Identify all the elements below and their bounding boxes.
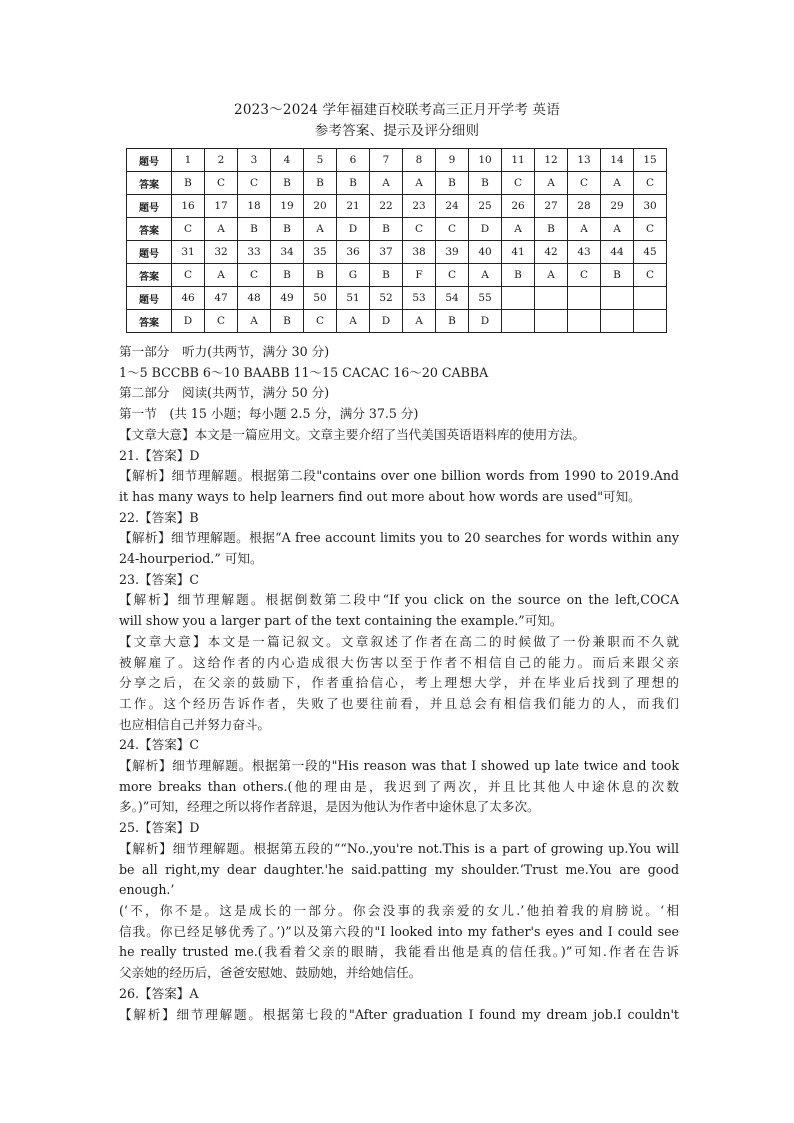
answer-row-label: 答案 [127,310,172,333]
number-cell: 34 [271,241,304,264]
number-cell: 37 [370,241,403,264]
number-row [127,241,667,264]
analysis-line: 【解析】细节理解题。根据第七段的"After graduation I found my dream job.I couldn't [119,1006,679,1022]
number-cell: 33 [238,241,271,264]
number-cell: 50 [304,287,337,310]
answer-cell [535,310,568,333]
analysis-line: 信我。你已经足够优秀了。’)”以及第六段的"I looked into my father's eyes and I could see [119,923,679,939]
answer-cell: B [337,172,370,195]
number-cell: 31 [172,241,205,264]
number-cell: 11 [502,149,535,172]
answer-cell: D [370,310,403,333]
section-heading: 第一部分 听力(共两节，满分 30 分) [119,344,330,359]
summary-line: 【文章大意】本文是一篇应用文。文章主要介绍了当代美国英语语料库的使用方法。 [119,426,585,442]
answer-cell: C [238,172,271,195]
answer-cell: A [502,218,535,241]
number-cell: 14 [601,149,634,172]
answer-cell: C [634,218,667,241]
analysis-line: more breaks than others.(他的理由是，我迟到了两次，并且比其他人中途休息的次数 [119,778,679,794]
answer-cell: B [271,218,304,241]
answer-cell: C [172,264,205,287]
answer-cell: C [634,264,667,287]
answer-row [127,218,667,241]
analysis-line: 【解析】细节理解题。根据第一段的"His reason was that I showed up late twice and took [119,758,679,774]
answer-cell: C [172,218,205,241]
number-cell: 1 [172,149,205,172]
answer-cell: C [502,172,535,195]
number-cell: 32 [205,241,238,264]
answer-cell: B [304,172,337,195]
explanation-text [119,342,679,1025]
answer-cell: A [238,310,271,333]
answer-cell: B [370,264,403,287]
answer-cell [601,310,634,333]
answer-row [127,310,667,333]
answer-cell: A [337,310,370,333]
document-subtitle: 参考答案、提示及评分细则 [314,123,480,139]
analysis-line: 24-hourperiod.” 可知。 [119,551,263,567]
listening-answers: 1～5 BCCBB 6～10 BAABB 11～15 CACAC 16～20 CABBA [119,364,489,380]
number-cell: 53 [403,287,436,310]
number-cell: 23 [403,195,436,218]
answer-cell: A [304,218,337,241]
analysis-line: 【解析】细节理解题。根据“A free account limits you to 20 searches for words within any [119,530,679,546]
answer-cell: C [304,310,337,333]
answer-cell: A [370,172,403,195]
answer-cell: A [205,264,238,287]
number-row [127,195,667,218]
number-cell: 29 [601,195,634,218]
answer-cell: C [436,264,469,287]
analysis-line: it has many ways to help learners find out more about how words are used"可知。 [119,488,641,504]
number-cell [568,287,601,310]
answer-cell: C [403,218,436,241]
summary-line: 分享之后，在父亲的鼓励下，作者重拾信心，考上理想大学，并在毕业后找到了理想的 [119,675,679,691]
number-cell: 2 [205,149,238,172]
analysis-line: be all right,my dear daughter.'he said.patting my shoulder.‘Trust me.You are good enough.’ [119,861,679,898]
answer-cell: A [535,172,568,195]
answer-cell [502,310,535,333]
answer-cell: D [469,310,502,333]
answer-cell: B [370,218,403,241]
answer-cell: C [436,218,469,241]
number-cell: 5 [304,149,337,172]
number-cell: 10 [469,149,502,172]
answer-cell: A [601,218,634,241]
number-cell: 6 [337,149,370,172]
number-cell: 21 [337,195,370,218]
answer-line: 24.【答案】C [119,737,200,753]
number-cell: 18 [238,195,271,218]
section-heading: 第二部分 阅读(共两节，满分 50 分) [119,385,330,401]
number-row-label: 题号 [127,195,172,218]
answer-row-label: 答案 [127,218,172,241]
answer-cell: B [469,172,502,195]
analysis-line: (‘不，你不是。这是成长的一部分。你会没事的我亲爱的女儿.’他拍着我的肩膀说。‘相 [119,902,679,918]
number-cell: 46 [172,287,205,310]
answer-cell: G [337,264,370,287]
analysis-line: 【解析】细节理解题。根据倒数第二段中“If you click on the source on the left,COCA [119,592,679,608]
answer-line: 22.【答案】B [119,509,199,525]
number-cell: 4 [271,149,304,172]
answer-line: 21.【答案】D [119,447,200,463]
answer-cell: B [436,310,469,333]
answer-cell [568,310,601,333]
number-cell: 28 [568,195,601,218]
number-cell: 55 [469,287,502,310]
answer-line: 25.【答案】D [119,820,200,836]
summary-line: 被解雇了。这给作者的内心造成很大伤害以至于作者不相信自己的能力。而后来跟父亲 [119,654,679,670]
number-cell: 41 [502,241,535,264]
answer-cell: A [568,218,601,241]
answer-cell: C [238,264,271,287]
answer-cell: B [271,264,304,287]
number-cell: 40 [469,241,502,264]
answer-cell: C [634,172,667,195]
number-cell: 42 [535,241,568,264]
number-cell: 22 [370,195,403,218]
number-cell: 9 [436,149,469,172]
answer-cell: A [205,218,238,241]
analysis-line: 多。)”可知，经理之所以将作者辞退，是因为他认为作者中途休息了太多次。 [119,799,540,815]
number-cell: 17 [205,195,238,218]
number-row [127,287,667,310]
answer-cell: C [568,264,601,287]
analysis-line: 【解析】细节理解题。根据第五段的““No.,you're not.This is a part of growing up.You will [119,840,679,856]
answer-cell: B [535,218,568,241]
number-cell: 24 [436,195,469,218]
answer-cell: D [469,218,502,241]
number-cell: 26 [502,195,535,218]
subsection-heading: 第一节 (共 15 小题；每小题 2.5 分，满分 37.5 分) [119,406,419,422]
number-cell [601,287,634,310]
number-cell: 44 [601,241,634,264]
number-row-label: 题号 [127,287,172,310]
number-cell: 36 [337,241,370,264]
answer-cell: B [271,172,304,195]
number-cell: 20 [304,195,337,218]
number-cell: 7 [370,149,403,172]
number-cell [502,287,535,310]
number-cell: 12 [535,149,568,172]
number-cell [535,287,568,310]
answer-cell: B [502,264,535,287]
answer-key-table [126,148,667,333]
number-cell: 35 [304,241,337,264]
number-cell: 19 [271,195,304,218]
document-title: 2023～2024 学年福建百校联考高三正月开学考 英语 [234,102,560,118]
analysis-line: 【解析】细节理解题。根据第二段"contains over one billion words from 1990 to 2019.And [119,468,679,484]
summary-line: 工作。这个经历告诉作者，失败了也要往前看，并且总会有相信我们能力的人，而我们 [119,695,679,711]
answer-cell [634,310,667,333]
number-cell: 3 [238,149,271,172]
analysis-line: he really trusted me.(我看着父亲的眼睛，我能看出他是真的信任我。)”可知.作者在告诉 [119,944,679,960]
answer-cell: B [601,264,634,287]
number-cell: 16 [172,195,205,218]
number-cell: 27 [535,195,568,218]
number-cell: 39 [436,241,469,264]
answer-cell: B [271,310,304,333]
answer-cell: C [205,172,238,195]
answer-cell: A [403,172,436,195]
number-cell: 8 [403,149,436,172]
number-row-label: 题号 [127,149,172,172]
answer-cell: C [205,310,238,333]
number-cell: 15 [634,149,667,172]
answer-cell: B [304,264,337,287]
answer-row-label: 答案 [127,172,172,195]
number-cell: 45 [634,241,667,264]
number-cell: 30 [634,195,667,218]
number-cell: 52 [370,287,403,310]
number-cell: 38 [403,241,436,264]
answer-row-label: 答案 [127,264,172,287]
number-cell: 13 [568,149,601,172]
analysis-line: will show you a larger part of the text containing the example.”可知。 [119,613,563,629]
analysis-line: 父亲她的经历后，爸爸安慰她、鼓励她，并给她信任。 [119,965,422,981]
answer-cell: A [601,172,634,195]
number-cell: 51 [337,287,370,310]
summary-line: 【文章大意】本文是一篇记叙文。文章叙述了作者在高二的时候做了一份兼职而不久就 [119,633,679,649]
answer-line: 23.【答案】C [119,571,200,587]
answer-cell: A [469,264,502,287]
answer-cell: F [403,264,436,287]
number-row-label: 题号 [127,241,172,264]
number-cell: 43 [568,241,601,264]
answer-cell: D [337,218,370,241]
answer-row [127,172,667,195]
number-cell: 49 [271,287,304,310]
number-cell: 25 [469,195,502,218]
summary-line: 也应相信自己并努力奋斗。 [119,716,271,732]
answer-cell: A [403,310,436,333]
answer-cell: B [172,172,205,195]
number-cell: 48 [238,287,271,310]
answer-cell: B [238,218,271,241]
answer-cell: A [535,264,568,287]
answer-line: 26.【答案】A [119,985,199,1001]
answer-cell: C [568,172,601,195]
number-cell: 54 [436,287,469,310]
answer-cell: B [436,172,469,195]
number-cell: 47 [205,287,238,310]
number-row [127,149,667,172]
answer-row [127,264,667,287]
answer-cell: D [172,310,205,333]
number-cell [634,287,667,310]
